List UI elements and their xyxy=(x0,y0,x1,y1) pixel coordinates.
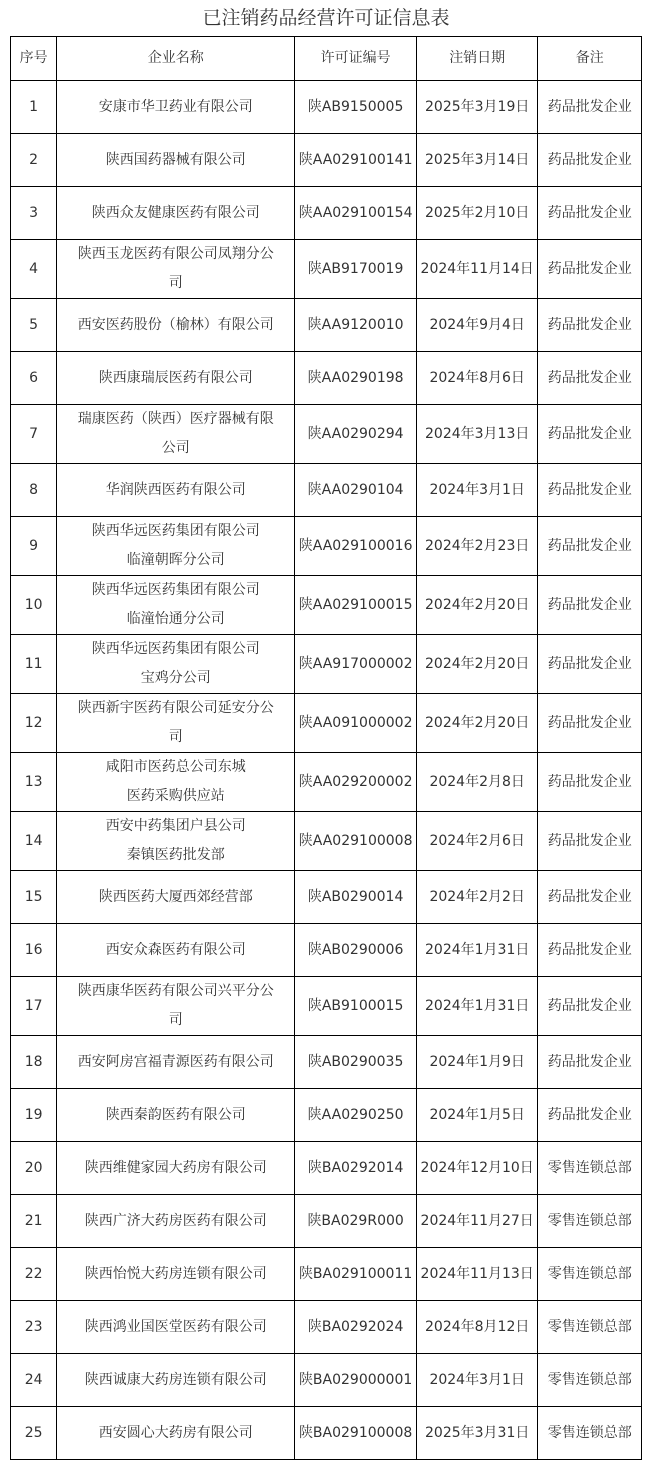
company-name-line: 西安医药股份（榆林）有限公司 xyxy=(77,316,274,333)
license-number-cell: 陕AA029100141 xyxy=(295,134,417,187)
row-number-cell: 2 xyxy=(11,134,57,187)
license-number-cell: 陕AA029200002 xyxy=(295,753,417,812)
table-row xyxy=(11,405,642,464)
company-name-cell xyxy=(57,1354,295,1407)
company-name-line: 秦镇医药批发部 xyxy=(126,847,225,863)
company-name-cell xyxy=(57,352,295,405)
table-row xyxy=(11,1407,642,1460)
note-cell: 药品批发企业 xyxy=(538,134,642,187)
license-number-cell: 陕AB9100015 xyxy=(295,977,417,1036)
note-cell: 药品批发企业 xyxy=(538,635,642,694)
company-name-cell xyxy=(57,81,295,134)
cancel-date-cell: 2024年2月20日 xyxy=(416,694,538,753)
cancel-date-cell: 2025年3月19日 xyxy=(416,81,538,134)
company-name-cell xyxy=(57,240,295,299)
license-number-cell: 陕AA917000002 xyxy=(295,635,417,694)
cancel-date-cell: 2024年3月1日 xyxy=(416,464,538,517)
company-name-cell xyxy=(57,1195,295,1248)
company-name-line: 陕西玉龙医药有限公司凤翔分公 xyxy=(77,246,274,262)
row-number-cell: 19 xyxy=(11,1089,57,1142)
note-cell: 药品批发企业 xyxy=(538,240,642,299)
company-name-line: 陕西广济大药房医药有限公司 xyxy=(84,1212,267,1229)
cancel-date-cell: 2024年1月5日 xyxy=(416,1089,538,1142)
note-cell: 零售连锁总部 xyxy=(538,1301,642,1354)
row-number-cell: 6 xyxy=(11,352,57,405)
license-number-cell: 陕AA029100154 xyxy=(295,187,417,240)
company-name-line: 临潼朝晖分公司 xyxy=(126,552,225,568)
company-name-line: 西安阿房宫福青源医药有限公司 xyxy=(77,1053,274,1070)
company-name-line: 陕西鸿业国医堂医药有限公司 xyxy=(84,1318,267,1335)
table-row xyxy=(11,694,642,753)
row-number-cell: 11 xyxy=(11,635,57,694)
header-cell-no: 序号 xyxy=(11,37,57,81)
note-cell: 药品批发企业 xyxy=(538,1089,642,1142)
company-name-line: 陕西诚康大药房连锁有限公司 xyxy=(84,1371,267,1388)
license-number-cell: 陕AB0290035 xyxy=(295,1036,417,1089)
company-name-line: 华润陕西医药有限公司 xyxy=(105,481,246,498)
table-row xyxy=(11,1195,642,1248)
license-number-cell: 陕AB0290014 xyxy=(295,871,417,924)
note-cell: 零售连锁总部 xyxy=(538,1142,642,1195)
company-name-cell xyxy=(57,405,295,464)
row-number-cell: 3 xyxy=(11,187,57,240)
row-number-cell: 21 xyxy=(11,1195,57,1248)
table-row xyxy=(11,977,642,1036)
cancel-date-cell: 2024年1月31日 xyxy=(416,977,538,1036)
company-name-cell xyxy=(57,1407,295,1460)
row-number-cell: 14 xyxy=(11,812,57,871)
note-cell: 药品批发企业 xyxy=(538,405,642,464)
row-number-cell: 10 xyxy=(11,576,57,635)
table-row xyxy=(11,352,642,405)
license-number-cell: 陕BA0292014 xyxy=(295,1142,417,1195)
company-name-line: 司 xyxy=(168,1012,183,1028)
header-cell-license: 许可证编号 xyxy=(295,37,417,81)
license-number-cell: 陕AA091000002 xyxy=(295,694,417,753)
table-row xyxy=(11,924,642,977)
table-row xyxy=(11,1301,642,1354)
note-cell: 药品批发企业 xyxy=(538,352,642,405)
header-cell-date: 注销日期 xyxy=(416,37,538,81)
license-number-cell: 陕BA029100011 xyxy=(295,1248,417,1301)
row-number-cell: 5 xyxy=(11,299,57,352)
company-name-cell xyxy=(57,576,295,635)
table-body xyxy=(11,37,642,1460)
table-row xyxy=(11,871,642,924)
cancel-date-cell: 2024年3月1日 xyxy=(416,1354,538,1407)
note-cell: 药品批发企业 xyxy=(538,812,642,871)
row-number-cell: 4 xyxy=(11,240,57,299)
note-cell: 药品批发企业 xyxy=(538,576,642,635)
cancel-date-cell: 2025年2月10日 xyxy=(416,187,538,240)
note-cell: 药品批发企业 xyxy=(538,464,642,517)
company-name-line: 陕西国药器械有限公司 xyxy=(105,151,246,168)
table-row xyxy=(11,299,642,352)
cancel-date-cell: 2024年1月31日 xyxy=(416,924,538,977)
table-row xyxy=(11,240,642,299)
cancel-date-cell: 2024年11月13日 xyxy=(416,1248,538,1301)
row-number-cell: 20 xyxy=(11,1142,57,1195)
table-row xyxy=(11,635,642,694)
company-name-cell xyxy=(57,134,295,187)
license-number-cell: 陕BA029R000 xyxy=(295,1195,417,1248)
note-cell: 药品批发企业 xyxy=(538,517,642,576)
row-number-cell: 16 xyxy=(11,924,57,977)
cancel-date-cell: 2024年11月14日 xyxy=(416,240,538,299)
cancel-date-cell: 2024年2月2日 xyxy=(416,871,538,924)
company-name-line: 西安中药集团户县公司 xyxy=(105,818,246,834)
company-name-cell xyxy=(57,871,295,924)
row-number-cell: 15 xyxy=(11,871,57,924)
cancel-date-cell: 2024年8月12日 xyxy=(416,1301,538,1354)
company-name-cell xyxy=(57,1036,295,1089)
table-row xyxy=(11,1089,642,1142)
license-number-cell: 陕AB0290006 xyxy=(295,924,417,977)
row-number-cell: 7 xyxy=(11,405,57,464)
company-name-line: 司 xyxy=(168,275,183,291)
license-number-cell: 陕BA029000001 xyxy=(295,1354,417,1407)
table-row xyxy=(11,81,642,134)
note-cell: 药品批发企业 xyxy=(538,1036,642,1089)
company-name-cell xyxy=(57,1301,295,1354)
row-number-cell: 22 xyxy=(11,1248,57,1301)
company-name-line: 司 xyxy=(168,729,183,745)
license-number-cell: 陕AB9150005 xyxy=(295,81,417,134)
row-number-cell: 17 xyxy=(11,977,57,1036)
table-row xyxy=(11,753,642,812)
company-name-cell xyxy=(57,187,295,240)
cancel-date-cell: 2024年8月6日 xyxy=(416,352,538,405)
cancel-date-cell: 2024年2月20日 xyxy=(416,576,538,635)
company-name-line: 陕西医药大厦西郊经营部 xyxy=(98,888,253,905)
company-name-line: 公司 xyxy=(161,440,190,456)
company-name-cell xyxy=(57,1248,295,1301)
note-cell: 药品批发企业 xyxy=(538,299,642,352)
note-cell: 药品批发企业 xyxy=(538,187,642,240)
table-row xyxy=(11,812,642,871)
company-name-cell xyxy=(57,299,295,352)
license-number-cell: 陕AA0290198 xyxy=(295,352,417,405)
row-number-cell: 23 xyxy=(11,1301,57,1354)
cancel-date-cell: 2024年3月13日 xyxy=(416,405,538,464)
company-name-line: 陕西新宇医药有限公司延安分公 xyxy=(77,700,274,716)
company-name-line: 陕西怡悦大药房连锁有限公司 xyxy=(84,1265,267,1282)
license-table xyxy=(10,36,642,1460)
table-row xyxy=(11,134,642,187)
cancel-date-cell: 2024年2月8日 xyxy=(416,753,538,812)
header-cell-note: 备注 xyxy=(538,37,642,81)
license-number-cell: 陕AA029100008 xyxy=(295,812,417,871)
company-name-line: 陕西康瑞辰医药有限公司 xyxy=(98,369,253,386)
company-name-cell xyxy=(57,1089,295,1142)
company-name-line: 陕西康华医药有限公司兴平分公 xyxy=(77,983,274,999)
cancel-date-cell: 2024年2月20日 xyxy=(416,635,538,694)
company-name-line: 陕西维健家园大药房有限公司 xyxy=(84,1159,267,1176)
company-name-line: 西安圆心大药房有限公司 xyxy=(98,1424,253,1441)
company-name-cell xyxy=(57,1142,295,1195)
company-name-line: 陕西华远医药集团有限公司 xyxy=(91,523,260,539)
license-number-cell: 陕AB9170019 xyxy=(295,240,417,299)
company-name-line: 咸阳市医药总公司东城 xyxy=(105,759,246,775)
cancel-date-cell: 2024年2月6日 xyxy=(416,812,538,871)
row-number-cell: 12 xyxy=(11,694,57,753)
note-cell: 药品批发企业 xyxy=(538,694,642,753)
company-name-line: 陕西秦韵医药有限公司 xyxy=(105,1106,246,1123)
company-name-cell xyxy=(57,924,295,977)
company-name-cell xyxy=(57,464,295,517)
cancel-date-cell: 2024年11月27日 xyxy=(416,1195,538,1248)
table-row xyxy=(11,1142,642,1195)
note-cell: 药品批发企业 xyxy=(538,871,642,924)
cancel-date-cell: 2024年1月9日 xyxy=(416,1036,538,1089)
cancel-date-cell: 2024年2月23日 xyxy=(416,517,538,576)
company-name-cell xyxy=(57,694,295,753)
row-number-cell: 13 xyxy=(11,753,57,812)
row-number-cell: 24 xyxy=(11,1354,57,1407)
company-name-line: 瑞康医药（陕西）医疗器械有限 xyxy=(77,411,274,427)
company-name-cell xyxy=(57,517,295,576)
license-number-cell: 陕AA029100015 xyxy=(295,576,417,635)
row-number-cell: 18 xyxy=(11,1036,57,1089)
table-row xyxy=(11,576,642,635)
table-row xyxy=(11,1036,642,1089)
license-number-cell: 陕AA0290104 xyxy=(295,464,417,517)
note-cell: 药品批发企业 xyxy=(538,977,642,1036)
table-header-row xyxy=(11,37,642,81)
company-name-line: 安康市华卫药业有限公司 xyxy=(98,98,253,115)
company-name-line: 西安众森医药有限公司 xyxy=(105,941,246,958)
company-name-cell xyxy=(57,635,295,694)
cancel-date-cell: 2024年12月10日 xyxy=(416,1142,538,1195)
company-name-line: 医药采购供应站 xyxy=(126,788,225,804)
cancel-date-cell: 2025年3月14日 xyxy=(416,134,538,187)
license-number-cell: 陕AA9120010 xyxy=(295,299,417,352)
note-cell: 零售连锁总部 xyxy=(538,1407,642,1460)
row-number-cell: 9 xyxy=(11,517,57,576)
table-row xyxy=(11,1354,642,1407)
row-number-cell: 1 xyxy=(11,81,57,134)
row-number-cell: 8 xyxy=(11,464,57,517)
row-number-cell: 25 xyxy=(11,1407,57,1460)
company-name-cell xyxy=(57,812,295,871)
company-name-line: 临潼怡通分公司 xyxy=(126,611,225,627)
page-title: 已注销药品经营许可证信息表 xyxy=(202,7,450,29)
note-cell: 药品批发企业 xyxy=(538,81,642,134)
company-name-line: 陕西华远医药集团有限公司 xyxy=(91,582,260,598)
license-number-cell: 陕AA0290250 xyxy=(295,1089,417,1142)
table-row xyxy=(11,517,642,576)
cancel-date-cell: 2025年3月31日 xyxy=(416,1407,538,1460)
table-row xyxy=(11,1248,642,1301)
note-cell: 零售连锁总部 xyxy=(538,1354,642,1407)
license-number-cell: 陕BA029100008 xyxy=(295,1407,417,1460)
cancel-date-cell: 2024年9月4日 xyxy=(416,299,538,352)
license-number-cell: 陕AA029100016 xyxy=(295,517,417,576)
license-number-cell: 陕AA0290294 xyxy=(295,405,417,464)
note-cell: 药品批发企业 xyxy=(538,753,642,812)
company-name-line: 宝鸡分公司 xyxy=(140,670,211,686)
company-name-cell xyxy=(57,753,295,812)
note-cell: 药品批发企业 xyxy=(538,924,642,977)
table-row xyxy=(11,187,642,240)
license-number-cell: 陕BA0292024 xyxy=(295,1301,417,1354)
company-name-cell xyxy=(57,977,295,1036)
header-cell-name: 企业名称 xyxy=(57,37,295,81)
note-cell: 零售连锁总部 xyxy=(538,1248,642,1301)
company-name-line: 陕西华远医药集团有限公司 xyxy=(91,641,260,657)
company-name-line: 陕西众友健康医药有限公司 xyxy=(91,204,260,221)
table-row xyxy=(11,464,642,517)
note-cell: 零售连锁总部 xyxy=(538,1195,642,1248)
